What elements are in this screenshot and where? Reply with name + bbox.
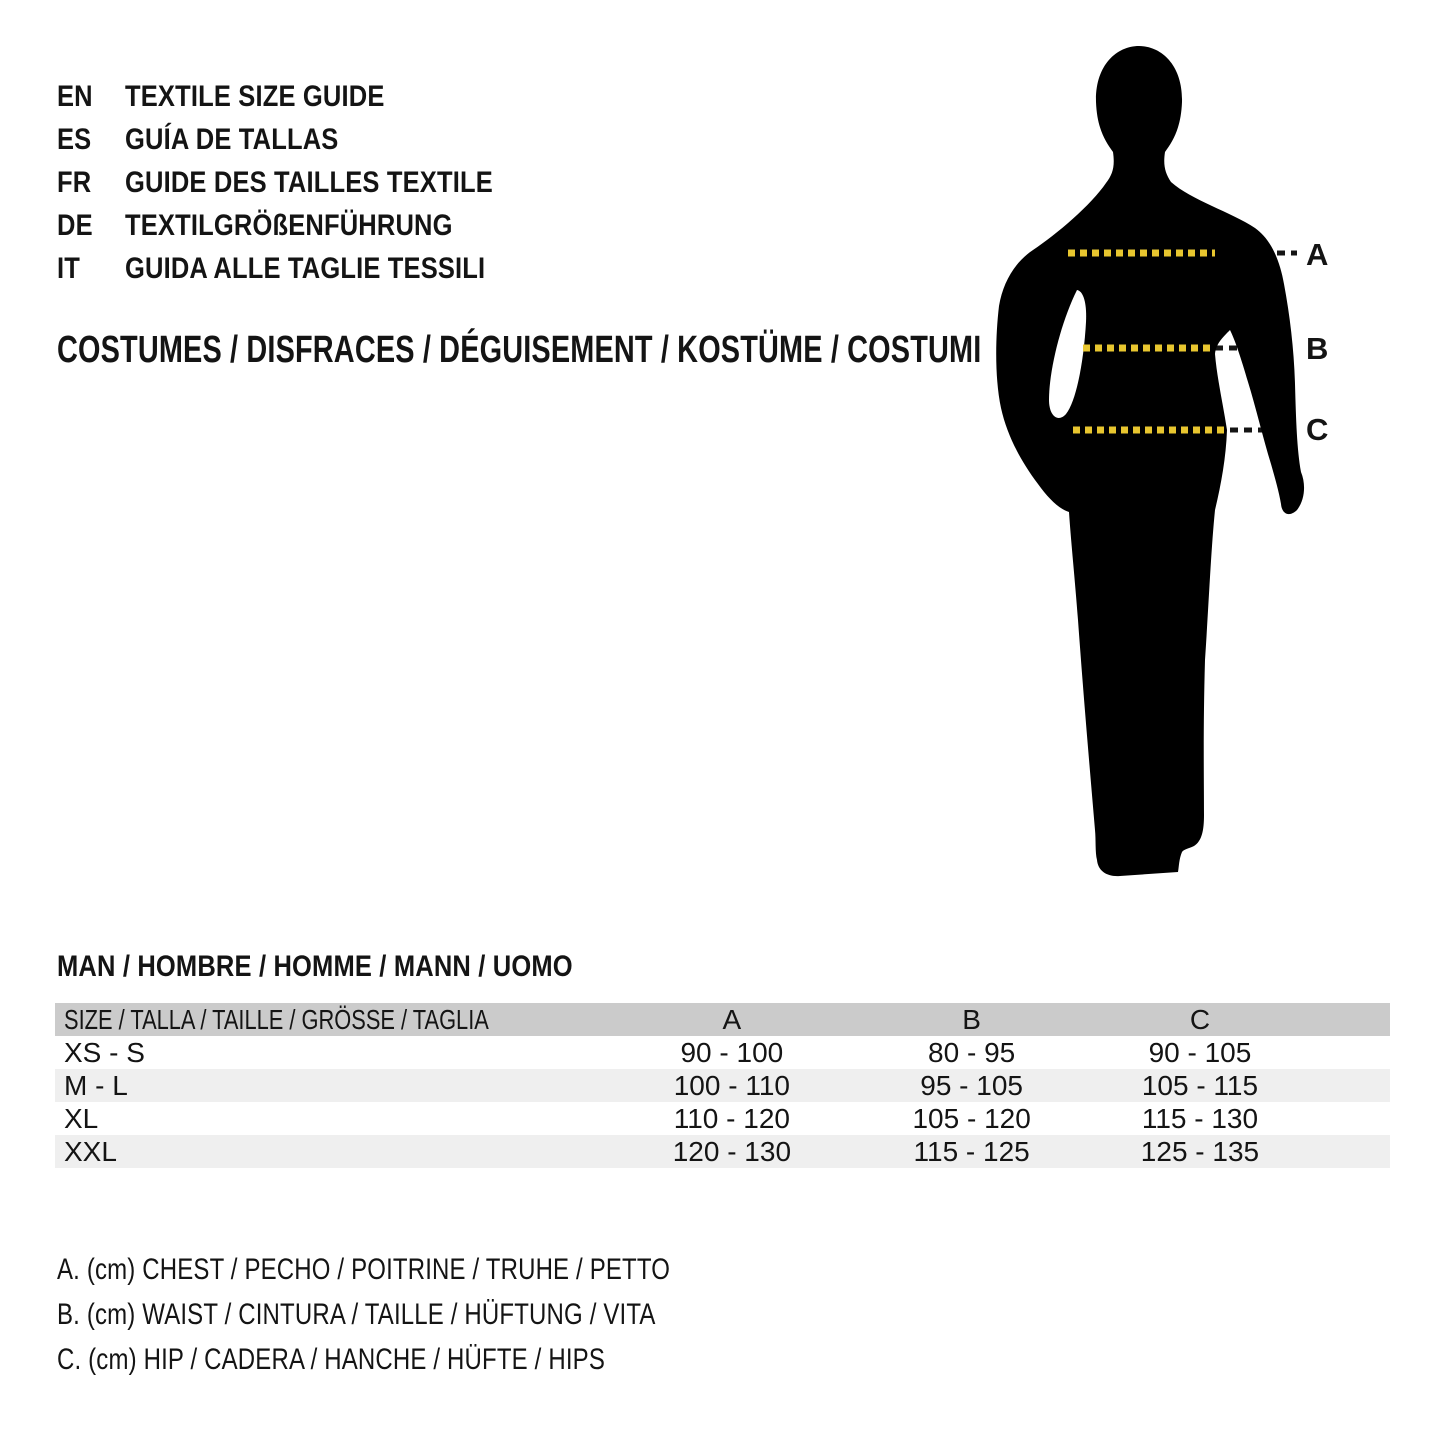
value-b: 105 - 120 [912, 1102, 1031, 1134]
legend-waist: B. (cm) WAIST / CINTURA / TAILLE / HÜFTUNG / VITA [57, 1298, 656, 1331]
language-guide-title: GUÍA DE TALLAS [125, 122, 339, 156]
row-spacer [1312, 1069, 1390, 1102]
value-b: 80 - 95 [928, 1036, 1016, 1068]
column-header-b: B [962, 1003, 981, 1035]
man-silhouette [996, 46, 1304, 876]
measurement-legend [57, 1247, 670, 1382]
language-code: FR [57, 165, 92, 199]
legend-hip: C. (cm) HIP / CADERA / HANCHE / HÜFTE / HIPS [57, 1343, 605, 1376]
size-table [55, 1003, 1390, 1168]
language-row-it [57, 247, 493, 290]
section-heading-man: MAN / HOMBRE / HOMME / MANN / UOMO [57, 950, 573, 983]
value-c: 115 - 130 [1141, 1102, 1259, 1134]
value-a: 100 - 110 [673, 1069, 790, 1101]
language-row-fr [57, 161, 493, 204]
size-label: XS - S [64, 1036, 145, 1068]
size-column-header: SIZE / TALLA / TAILLE / GRÖSSE / TAGLIA [64, 1003, 489, 1035]
row-spacer [1312, 1135, 1390, 1168]
chest-marker-label: A [1306, 237, 1329, 272]
column-header-c: C [1189, 1003, 1211, 1035]
language-row-es [57, 118, 493, 161]
language-guide-list [57, 75, 493, 290]
size-label: XL [64, 1102, 99, 1134]
value-a: 120 - 130 [672, 1135, 792, 1167]
header-spacer [1312, 1003, 1390, 1036]
column-header-a: A [722, 1003, 742, 1035]
size-table-header-row [55, 1003, 1390, 1036]
language-guide-title: TEXTILGRÖßENFÜHRUNG [125, 208, 453, 242]
male-silhouette-figure [985, 40, 1345, 880]
language-code: ES [57, 122, 92, 156]
table-row-xl [55, 1102, 1390, 1135]
value-c: 90 - 105 [1148, 1036, 1252, 1068]
table-row-xs-s [55, 1036, 1390, 1069]
language-row-en [57, 75, 493, 118]
waist-marker-label: B [1306, 331, 1329, 366]
size-label: XXL [64, 1135, 117, 1167]
language-guide-title: TEXTILE SIZE GUIDE [125, 79, 385, 113]
language-code: DE [57, 208, 93, 242]
value-c: 125 - 135 [1140, 1135, 1260, 1167]
row-spacer [1312, 1102, 1390, 1135]
table-row-m-l [55, 1069, 1390, 1102]
size-label: M - L [64, 1069, 128, 1101]
language-guide-title: GUIDE DES TAILLES TEXTILE [125, 165, 493, 199]
row-spacer [1312, 1036, 1390, 1069]
table-row-xxl [55, 1135, 1390, 1168]
language-guide-title: GUIDA ALLE TAGLIE TESSILI [125, 251, 486, 285]
value-b: 95 - 105 [920, 1069, 1023, 1101]
category-heading: COSTUMES / DISFRACES / DÉGUISEMENT / KOSTÜME / COSTUMI [57, 329, 982, 371]
language-row-de [57, 204, 493, 247]
value-c: 105 - 115 [1141, 1069, 1259, 1101]
value-b: 115 - 125 [913, 1135, 1030, 1167]
value-a: 90 - 100 [680, 1036, 784, 1068]
language-code: EN [57, 79, 93, 113]
legend-chest: A. (cm) CHEST / PECHO / POITRINE / TRUHE / PETTO [57, 1253, 671, 1286]
hip-marker-label: C [1306, 412, 1329, 447]
value-a: 110 - 120 [673, 1102, 790, 1134]
language-code: IT [57, 251, 81, 285]
